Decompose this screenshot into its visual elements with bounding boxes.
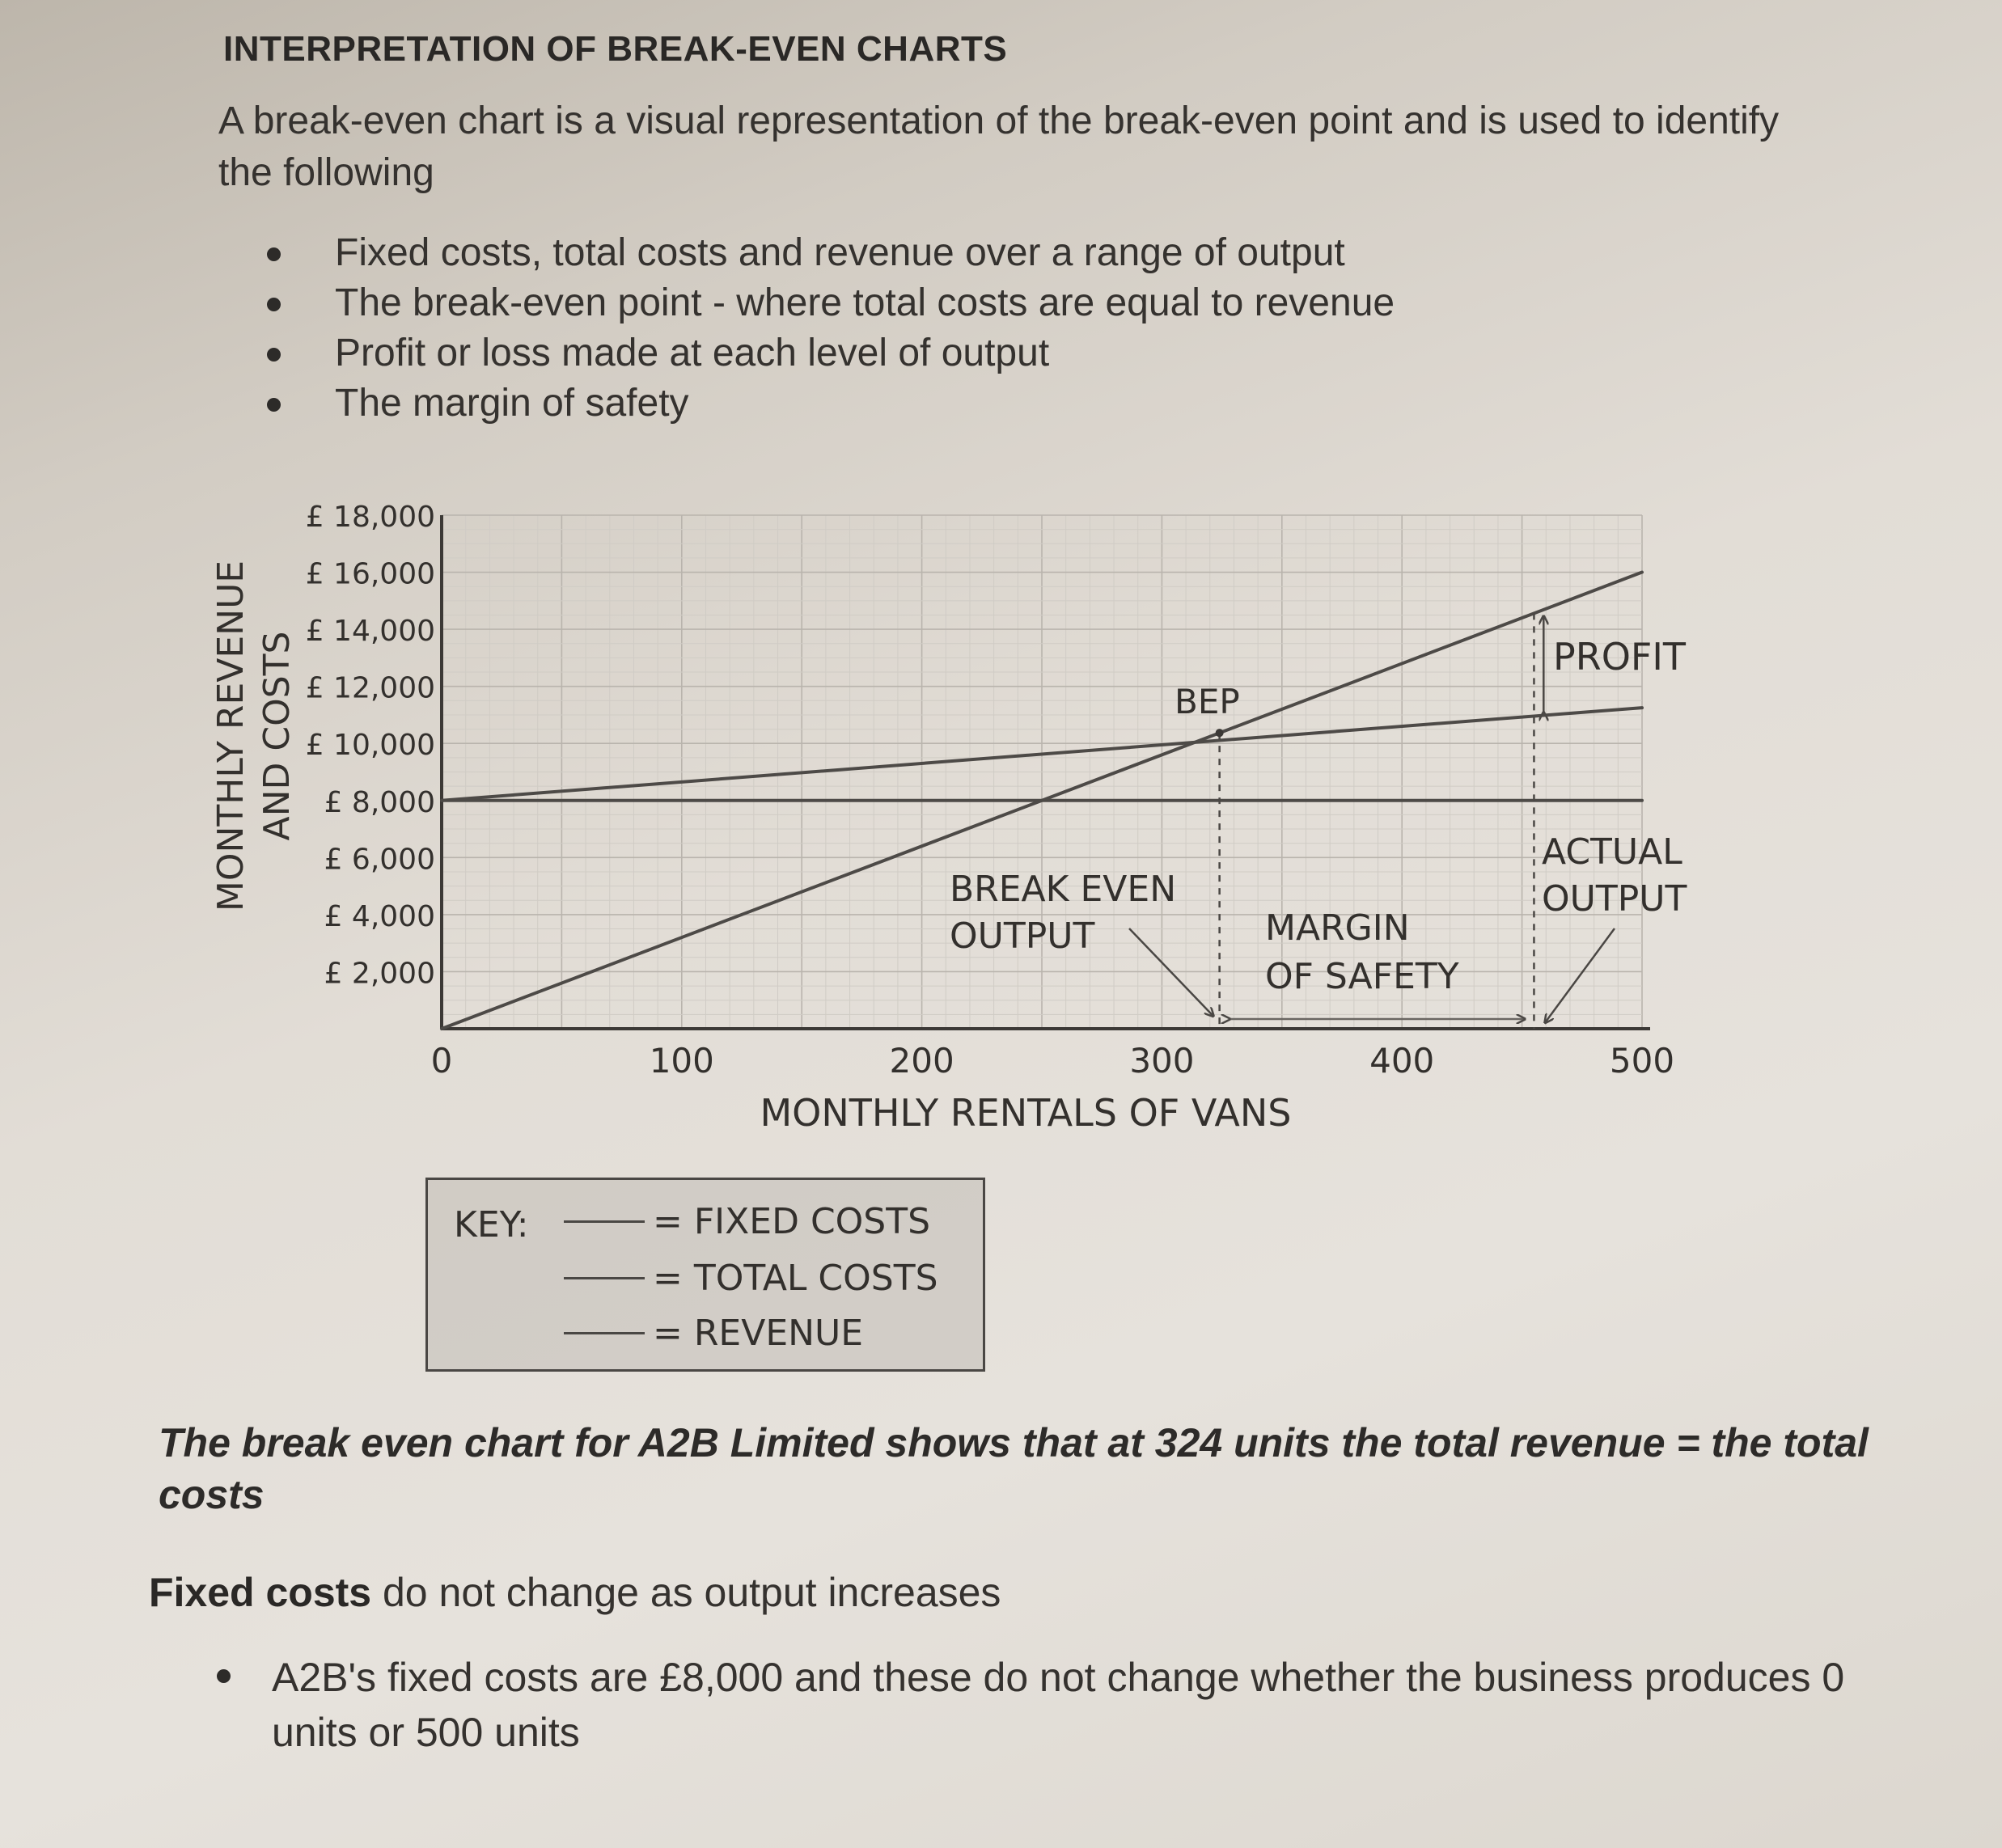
actual-output-label: OUTPUT	[1542, 878, 1687, 920]
legend-label: = TOTAL COSTS	[653, 1258, 938, 1299]
fixed-costs-term: Fixed costs	[149, 1570, 372, 1615]
margin-of-safety-label: MARGIN	[1265, 907, 1410, 949]
x-tick-label: 500	[1609, 1041, 1675, 1080]
list-item: The break-even point - where total costs are equal to revenue	[267, 278, 1395, 328]
x-tick-label: 400	[1369, 1041, 1435, 1080]
page-title: INTERPRETATION OF BREAK-EVEN CHARTS	[223, 29, 1008, 69]
x-tick-label: 200	[889, 1041, 954, 1080]
x-tick-label: 300	[1129, 1041, 1195, 1080]
fixed-costs-paragraph	[149, 1569, 1001, 1616]
chart-ticks	[306, 501, 1674, 1080]
legend-swatch	[564, 1332, 645, 1334]
y-tick-label: £ 8,000	[324, 785, 435, 819]
y-tick-label: £ 4,000	[324, 899, 435, 933]
y-tick-label: £ 18,000	[305, 501, 435, 534]
intro-paragraph: A break-even chart is a visual representation of the break-even point and is used to identify the following	[218, 99, 1780, 194]
fixed-costs-text: do not change as output increases	[371, 1570, 1001, 1615]
legend-title: KEY:	[454, 1204, 529, 1245]
break-even-output-label: OUTPUT	[950, 916, 1095, 957]
profit-label: PROFIT	[1553, 635, 1687, 679]
break-even-output-label: BREAK EVEN	[950, 869, 1177, 910]
break-even-statement: The break even chart for A2B Limited shows that at 324 units the total revenue = the total costs	[159, 1420, 1869, 1517]
actual-output-label: ACTUAL	[1542, 831, 1682, 873]
legend-item-fixed	[564, 1201, 930, 1242]
x-axis-label: MONTHLY RENTALS OF VANS	[760, 1091, 1292, 1135]
y-tick-label: £ 16,000	[305, 557, 435, 591]
list-item: Fixed costs, total costs and revenue over a range of output	[267, 228, 1395, 278]
list-item: The margin of safety	[267, 378, 1395, 429]
legend-label: = FIXED COSTS	[653, 1201, 931, 1242]
y-tick-label: £ 12,000	[305, 671, 435, 705]
chart-annotations	[950, 613, 1687, 1029]
fixed-costs-bullet: A2B's fixed costs are £8,000 and these do not change whether the business produces 0 units or 500 units	[272, 1650, 1857, 1760]
margin-of-safety-label: OF SAFETY	[1265, 956, 1459, 997]
x-tick-label: 0	[430, 1041, 453, 1080]
y-tick-label: £ 10,000	[305, 729, 435, 763]
y-tick-label: £ 6,000	[324, 843, 435, 877]
actual-output-pointer	[1545, 928, 1615, 1022]
legend-swatch	[564, 1277, 645, 1279]
legend-item-revenue	[564, 1313, 863, 1354]
y-axis-label-line1: MONTHLY REVENUE	[210, 560, 252, 912]
x-tick-label: 100	[649, 1041, 714, 1080]
legend-swatch	[564, 1220, 645, 1223]
chart-legend	[425, 1178, 985, 1372]
y-tick-label: £ 2,000	[324, 957, 435, 991]
list-item: Profit or loss made at each level of output	[267, 328, 1395, 378]
y-tick-label: £ 14,000	[305, 615, 435, 649]
legend-item-total	[564, 1258, 938, 1299]
bep-label: BEP	[1175, 682, 1240, 721]
legend-label: = REVENUE	[653, 1313, 864, 1354]
y-axis-label-line2: AND COSTS	[256, 631, 298, 841]
bep-point	[1216, 729, 1224, 737]
